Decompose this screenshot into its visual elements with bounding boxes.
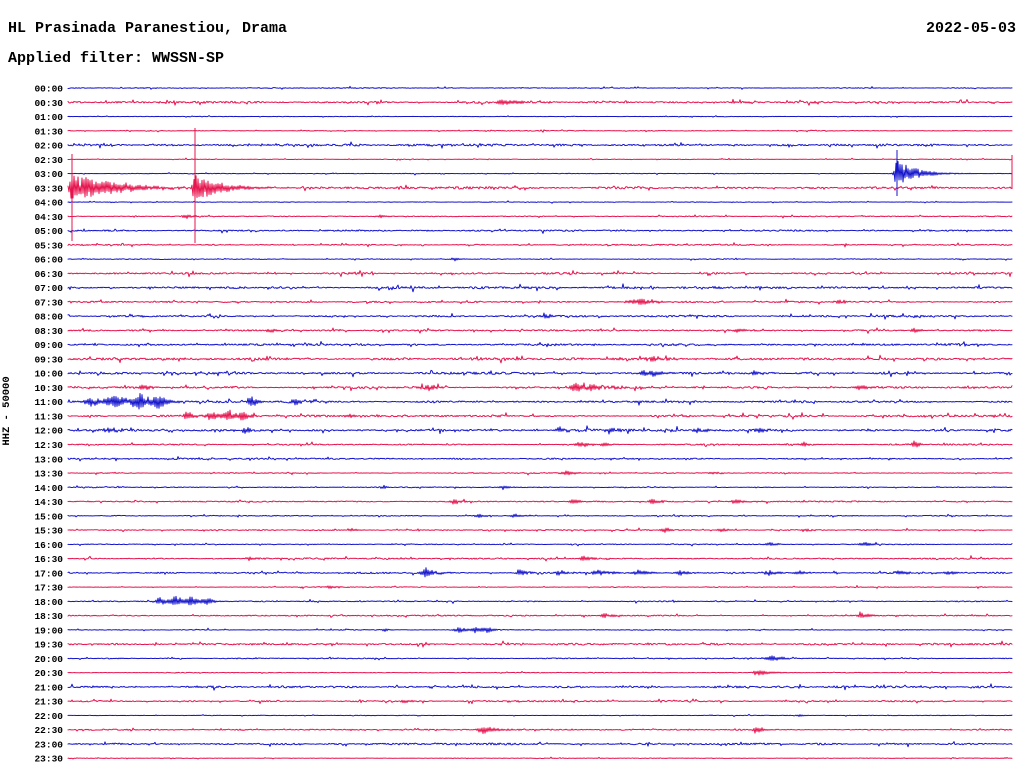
row-time-label: 11:30 — [34, 411, 63, 423]
trace-row-0630 — [68, 271, 1012, 277]
row-time-label: 01:30 — [34, 126, 63, 138]
row-time-label: 16:00 — [34, 539, 63, 551]
trace-row-2230 — [68, 727, 1012, 733]
applied-filter-label: Applied filter: WWSSN-SP — [8, 50, 225, 67]
row-time-label: 18:00 — [34, 596, 63, 608]
row-time-label: 03:30 — [34, 183, 63, 195]
row-time-label: 20:00 — [34, 653, 63, 665]
trace-row-2030 — [68, 671, 1012, 675]
trace-row-0230 — [68, 158, 1012, 160]
trace-row-0830 — [68, 328, 1012, 333]
row-time-label: 05:30 — [34, 240, 63, 252]
trace-row-0800 — [68, 313, 1012, 319]
row-time-label: 02:30 — [34, 154, 63, 166]
trace-row-1800 — [68, 596, 1012, 604]
trace-row-0700 — [68, 284, 1012, 292]
row-time-label: 17:00 — [34, 568, 63, 580]
row-time-label: 18:30 — [34, 611, 63, 623]
trace-row-1930 — [68, 641, 1012, 647]
trace-row-2200 — [68, 714, 1012, 716]
row-time-label: 08:00 — [34, 311, 63, 323]
trace-row-1530 — [68, 528, 1012, 532]
row-time-label: 01:00 — [34, 112, 63, 123]
row-time-label: 13:00 — [34, 454, 63, 466]
station-title: HL Prasinada Paranestiou, Drama — [8, 20, 288, 37]
row-time-label: 04:30 — [34, 211, 63, 223]
date-label: 2022-05-03 — [925, 20, 1016, 37]
trace-row-1900 — [68, 627, 1012, 632]
trace-row-0430 — [68, 215, 1012, 219]
row-time-label: 21:00 — [34, 682, 63, 694]
row-time-label: 06:00 — [34, 254, 63, 266]
trace-row-0000 — [68, 86, 1012, 89]
row-time-label: 03:00 — [34, 169, 63, 181]
row-time-label: 22:30 — [34, 725, 63, 737]
trace-row-0900 — [68, 342, 1012, 347]
trace-row-2330 — [68, 757, 1012, 759]
trace-row-1300 — [68, 457, 1012, 461]
trace-row-0300 — [68, 161, 1012, 181]
row-time-label: 04:00 — [34, 197, 63, 209]
row-time-label: 06:30 — [34, 268, 63, 280]
trace-row-1400 — [68, 485, 1012, 489]
row-time-label: 12:00 — [34, 425, 63, 437]
row-time-label: 22:00 — [34, 710, 63, 722]
trace-row-2000 — [68, 656, 1012, 660]
trace-row-1230 — [68, 441, 1012, 447]
row-time-label: 17:30 — [34, 582, 63, 594]
row-time-label: 16:30 — [34, 554, 63, 566]
row-time-label: 09:30 — [34, 354, 63, 366]
row-time-label: 10:30 — [34, 383, 63, 394]
trace-row-0730 — [68, 299, 1012, 304]
row-time-label: 21:30 — [34, 696, 63, 708]
trace-row-1130 — [68, 410, 1012, 420]
trace-row-0200 — [68, 142, 1012, 148]
trace-row-0600 — [68, 258, 1012, 261]
row-time-label: 14:30 — [34, 497, 63, 508]
row-time-label: 10:00 — [34, 368, 63, 380]
trace-row-0400 — [68, 201, 1012, 203]
row-time-label: 07:30 — [34, 297, 63, 309]
trace-row-0100 — [68, 116, 1012, 118]
trace-row-1030 — [68, 383, 1012, 391]
row-time-label: 00:00 — [34, 83, 63, 95]
trace-row-1000 — [68, 370, 1012, 376]
row-time-label: 20:30 — [34, 668, 63, 680]
row-time-label: 11:00 — [34, 397, 63, 409]
trace-row-1730 — [68, 586, 1012, 589]
row-time-label: 07:00 — [34, 283, 63, 295]
row-time-label: 23:30 — [34, 753, 63, 765]
row-time-label: 05:00 — [34, 226, 63, 238]
trace-row-1500 — [68, 514, 1012, 517]
row-time-label: 09:00 — [34, 340, 63, 352]
trace-row-0930 — [68, 355, 1012, 363]
trace-row-0030 — [68, 99, 1012, 105]
trace-row-1830 — [68, 612, 1012, 618]
row-time-label: 14:00 — [34, 482, 63, 494]
row-time-label: 12:30 — [34, 440, 63, 451]
trace-row-2100 — [68, 684, 1012, 690]
trace-row-2130 — [68, 699, 1012, 704]
trace-row-1630 — [68, 556, 1012, 561]
row-time-label: 19:30 — [34, 639, 63, 651]
trace-row-1600 — [68, 542, 1012, 546]
trace-row-0330 — [68, 176, 1012, 198]
row-time-label: 19:00 — [34, 625, 63, 637]
trace-row-1330 — [68, 471, 1012, 475]
row-time-label: 02:00 — [34, 140, 63, 152]
trace-row-0500 — [68, 229, 1012, 233]
trace-row-1700 — [68, 568, 1012, 577]
trace-row-0530 — [68, 243, 1012, 247]
trace-row-1100 — [68, 394, 1012, 409]
trace-row-0130 — [68, 130, 1012, 132]
row-time-label: 23:00 — [34, 739, 63, 751]
trace-row-2300 — [68, 742, 1012, 747]
channel-scale-axis-label: HHZ - 50000 — [1, 376, 13, 446]
row-time-label: 15:30 — [34, 525, 63, 537]
row-time-label: 13:30 — [34, 468, 63, 480]
trace-row-1200 — [68, 426, 1012, 434]
row-time-label: 15:00 — [34, 511, 63, 523]
row-time-label: 00:30 — [34, 97, 63, 109]
trace-row-1430 — [68, 499, 1012, 504]
row-time-label: 08:30 — [34, 325, 63, 337]
